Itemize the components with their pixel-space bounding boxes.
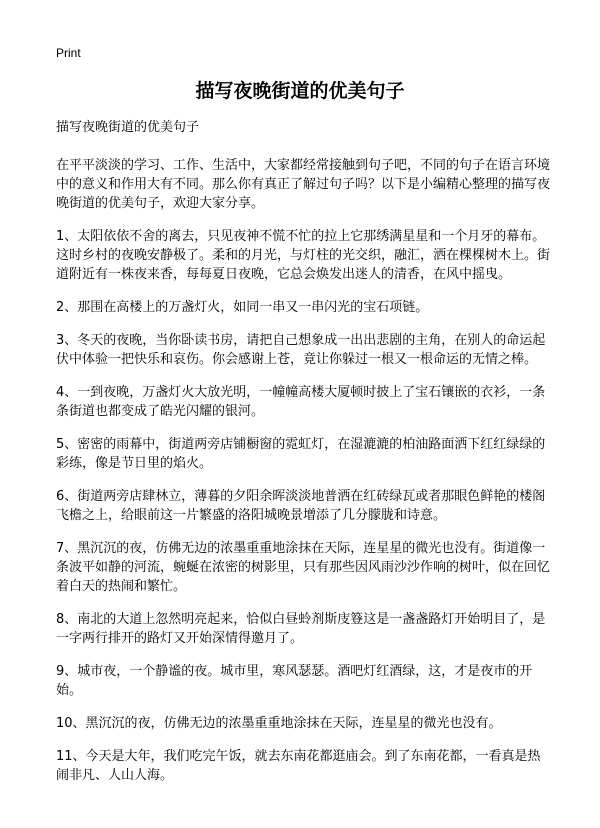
sentence-item: 1、太阳依依不舍的离去，只见夜神不慌不忙的拉上它那绣满星星和一个月牙的幕布。这时乡村的夜晚安静极了。柔和的月光，与灯柱的光交织，融汇，洒在棵棵树木上。街道附近有一株夜来香，每每夏日夜晚，它总会焕发出迷人的清香，在风中摇曳。 — [56, 229, 551, 282]
intro-paragraph: 在平平淡淡的学习、工作、生活中，大家都经常接触到句子吧，不同的句子在语言环境中的意义和作用大有不同。那么你有真正了解过句子吗？以下是小编精心整理的描写夜晚街道的优美句子，欢迎大家分享。 — [56, 158, 551, 211]
sentence-item: 4、一到夜晚，万盏灯火大放光明，一幢幢高楼大厦顿时披上了宝石镶嵌的衣衫，一条条街道也都变成了皓光闪耀的银河。 — [56, 385, 546, 419]
print-link[interactable]: Print — [56, 46, 81, 60]
sentence-item: 8、南北的大道上忽然明亮起来，恰似白昼蛉剂斯庋簦这是一盏盏路灯开始明目了，是一字两行排开的路灯又开始深情得邀月了。 — [56, 612, 546, 646]
sentence-item: 5、密密的雨幕中，街道两旁店铺橱窗的霓虹灯，在湿漉漉的柏油路面洒下红红绿绿的彩练，像是节日里的焰火。 — [56, 437, 546, 471]
sentence-item: 9、城市夜，一个静谧的夜。城市里，寒风瑟瑟。酒吧灯红酒绿，这，才是夜市的开始。 — [56, 664, 533, 698]
document-subtitle: 描写夜晚街道的优美句子 — [56, 120, 200, 135]
document-body — [56, 120, 552, 799]
sentence-item: 10、黑沉沉的夜，仿佛无边的浓墨重重地涂抹在天际，连星星的微光也没有。 — [56, 716, 502, 731]
sentence-item: 3、冬天的夜晚，当你卧读书房，请把自己想象成一出出悲剧的主角，在别人的命运起伏中体验一把快乐和哀伤。你会感谢上苍，竟让你躲过一根又一根命运的无情之棒。 — [56, 333, 546, 367]
document-title: 描写夜晚街道的优美句子 — [195, 80, 405, 102]
sentence-item: 7、黑沉沉的夜，仿佛无边的浓墨重重地涂抹在天际，连星星的微光也没有。街道像一条波平如静的河流，蜿蜒在浓密的树影里，只有那些因风雨沙沙作响的树叶，似在回忆着白天的热闹和繁忙。 — [56, 541, 551, 594]
sentence-item: 6、街道两旁店肆林立，薄暮的夕阳余晖淡淡地普洒在红砖绿瓦或者那眼色鲜艳的楼阁飞檐之上，给眼前这一片繁盛的洛阳城晚景增添了几分朦胧和诗意。 — [56, 489, 546, 523]
sentence-item: 2、那围在高楼上的万盏灯火，如同一串又一串闪光的宝石项链。 — [56, 300, 429, 315]
sentence-item: 11、今天是大年，我们吃完午饭，就去东南花都逛庙会。到了东南花都，一看真是热闹非凡、人山人海。 — [56, 749, 541, 783]
